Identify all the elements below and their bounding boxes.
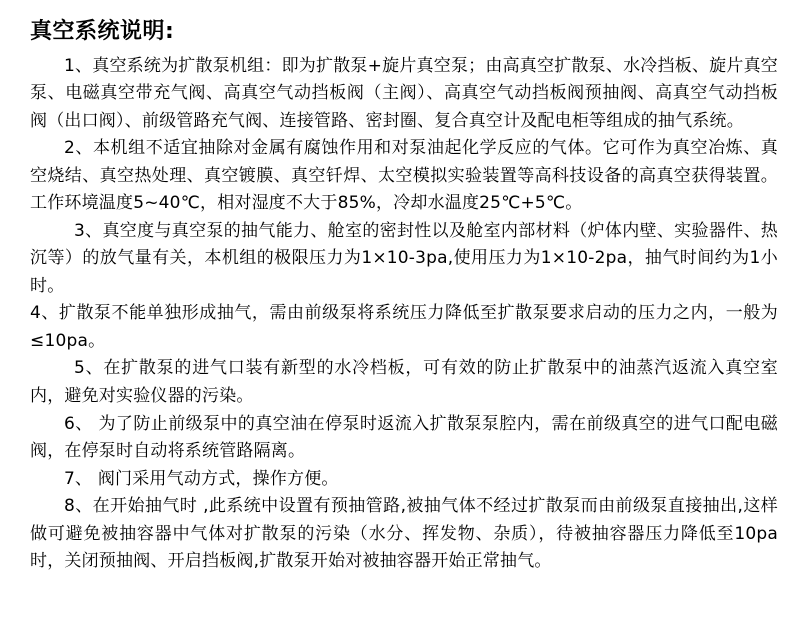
paragraph-item-2: 2、本机组不适宜抽除对金属有腐蚀作用和对泵油起化学反应的气体。它可作为真空冶炼、真空烧结、真空热处理、真空镀膜、真空钎焊、太空模拟实验装置等高科技设备的高真空获得装置。工作环境温度5~40℃，相对湿度不大于85%，冷却水温度25℃+5℃。 [30,138,778,214]
paragraph-item-7: 7、 阀门采用气动方式，操作方便。 [64,468,339,489]
paragraph-item-8: 8、在开始抽气时 ,此系统中设置有预抽管路,被抽气体不经过扩散泵而由前级泵直接抽出,这样做可避免被抽容器中气体对扩散泵的污染（水分、挥发物、杂质），待被抽容器压力降低至10pa时，关闭预抽阀、开启挡板阀,扩散泵开始对被抽容器开始正常抽气。 [30,496,778,572]
paragraph-item-5: 5、在扩散泵的进气口装有新型的水冷档板，可有效的防止扩散泵中的油蒸汽返流入真空室内，避免对实验仪器的污染。 [30,358,778,406]
page-title: 真空系统说明: [30,19,175,44]
paragraph-item-1: 1、真空系统为扩散泵机组：即为扩散泵+旋片真空泵；由高真空扩散泵、水冷挡板、旋片真空泵、电磁真空带充气阀、高真空气动挡板阀（主阀）、高真空气动挡板阀预抽阀、高真空气动挡板阀（出口阀）、前级管路充气阀、连接管路、密封圈、复合真空计及配电柜等组成的抽气系统。 [30,55,778,131]
paragraph-item-6: 6、 为了防止前级泵中的真空油在停泵时返流入扩散泵泵腔内，需在前级真空的进气口配电磁阀，在停泵时自动将系统管路隔离。 [30,413,778,462]
paragraph-item-4: 4、扩散泵不能单独形成抽气，需由前级泵将系统压力降低至扩散泵要求启动的压力之内，一般为≤10pa。 [30,303,778,351]
paragraph-item-3: 3、真空度与真空泵的抽气能力、舱室的密封性以及舱室内部材料（炉体内壁、实验器件、热沉等）的放气量有关，本机组的极限压力为1×10-3pa,使用压力为1×10-2pa，抽气时间约为1小时。 [30,220,778,296]
